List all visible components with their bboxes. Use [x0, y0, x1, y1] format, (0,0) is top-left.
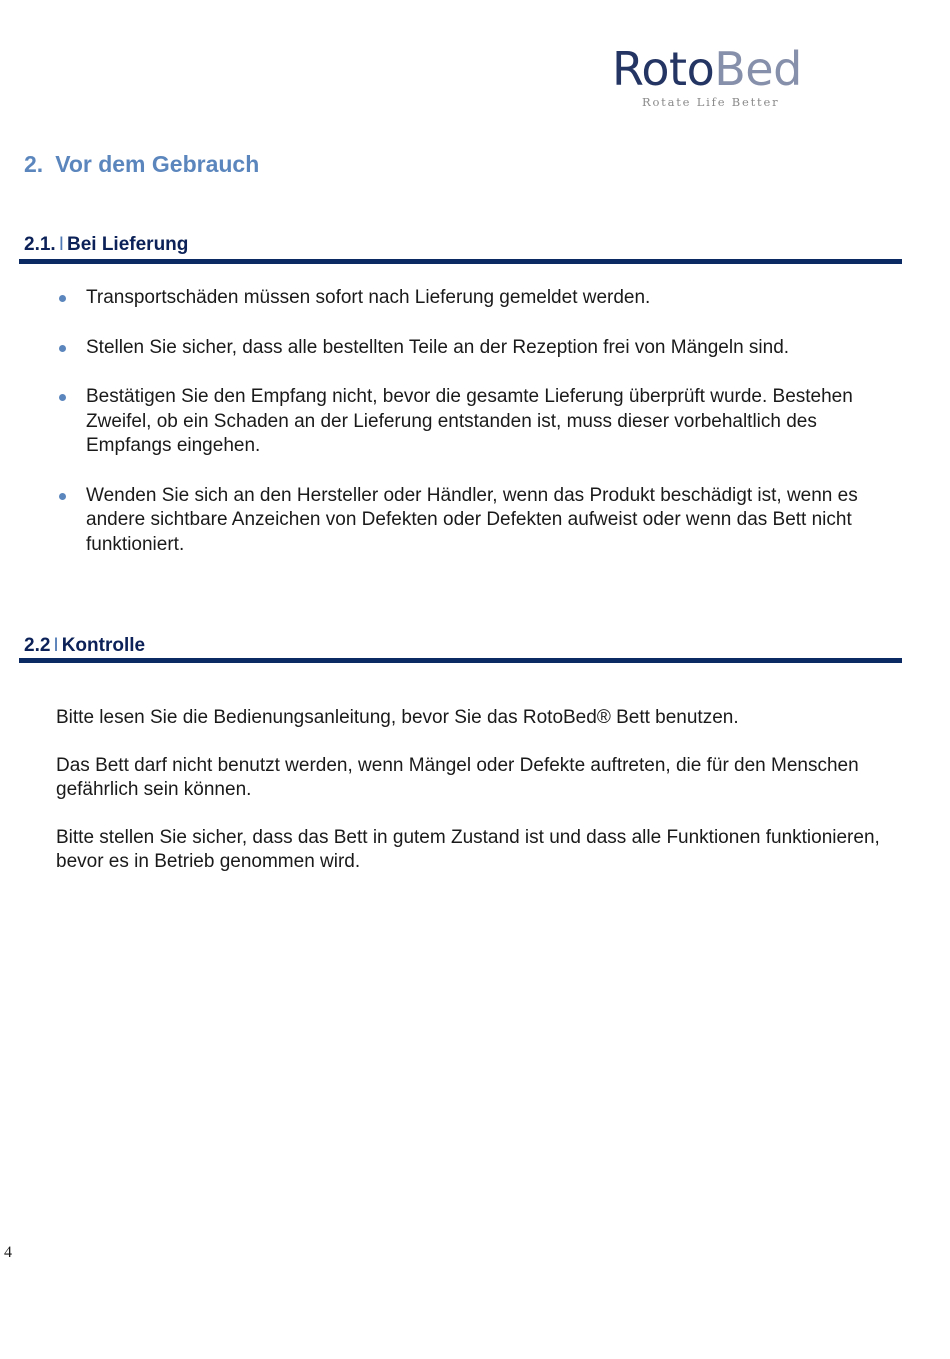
logo-wordmark: [612, 44, 812, 94]
bullet-icon: [59, 295, 66, 302]
chapter-title: [24, 151, 259, 178]
chapter-number: 2.: [24, 151, 44, 177]
paragraph: Bitte lesen Sie die Bedienungsanleitung, bevor Sie das RotoBed® Bett benutzen.: [56, 707, 739, 728]
section-heading-kontrolle: [24, 635, 145, 657]
section-title: Kontrolle: [61, 635, 146, 656]
bullet-icon: [59, 493, 66, 500]
bullet-icon: [59, 394, 66, 401]
rotobed-logo: [612, 44, 812, 109]
section-title: Bei Lieferung: [66, 234, 189, 255]
section-divider: [19, 658, 902, 663]
section-heading-bei-lieferung: [24, 234, 188, 256]
logo-tagline: Rotate Life Better: [642, 95, 780, 109]
list-item: [56, 385, 896, 459]
list-item: [56, 286, 896, 311]
section-divider: [19, 259, 902, 264]
list-item-text: Wenden Sie sich an den Hersteller oder Händler, wenn das Produkt beschädigt ist, wenn es andere sichtbare Anzeichen von Defekten oder Defekten aufweist oder wenn das Bett nicht funktioniert.: [86, 484, 858, 555]
list-item: [56, 336, 896, 361]
list-item-text: Stellen Sie sicher, dass alle bestellten Teile an der Rezeption frei von Mängeln sind.: [86, 336, 790, 358]
logo-wordmark-roto: Roto: [612, 42, 715, 96]
paragraph: Das Bett darf nicht benutzt werden, wenn Mängel oder Defekte auftreten, die für den Menschen gefährlich sein können.: [56, 754, 859, 800]
list-item: [56, 484, 896, 558]
bullet-icon: [59, 345, 66, 352]
page-number: 4: [4, 1244, 12, 1261]
section-separator: I: [53, 635, 59, 656]
chapter-title-text: Vor dem Gebrauch: [55, 151, 260, 177]
section-number: 2.1.: [24, 234, 56, 255]
section-separator: I: [58, 234, 64, 255]
section-number: 2.2: [24, 635, 51, 656]
delivery-bullet-list: [56, 286, 896, 557]
kontrolle-paragraphs: [56, 706, 896, 898]
paragraph: Bitte stellen Sie sicher, dass das Bett in gutem Zustand ist und dass alle Funktionen funktionieren, bevor es in Betrieb genommen wird.: [56, 826, 880, 872]
list-item-text: Transportschäden müssen sofort nach Lieferung gemeldet werden.: [86, 287, 651, 308]
list-item-text: Bestätigen Sie den Empfang nicht, bevor die gesamte Lieferung überprüft wurde. Bestehen Zweifel, ob ein Schaden an der Lieferung entstanden ist, muss dieser vorbehaltlich des Empfangs eingehen.: [86, 386, 853, 456]
logo-wordmark-bed: Bed: [714, 42, 802, 96]
